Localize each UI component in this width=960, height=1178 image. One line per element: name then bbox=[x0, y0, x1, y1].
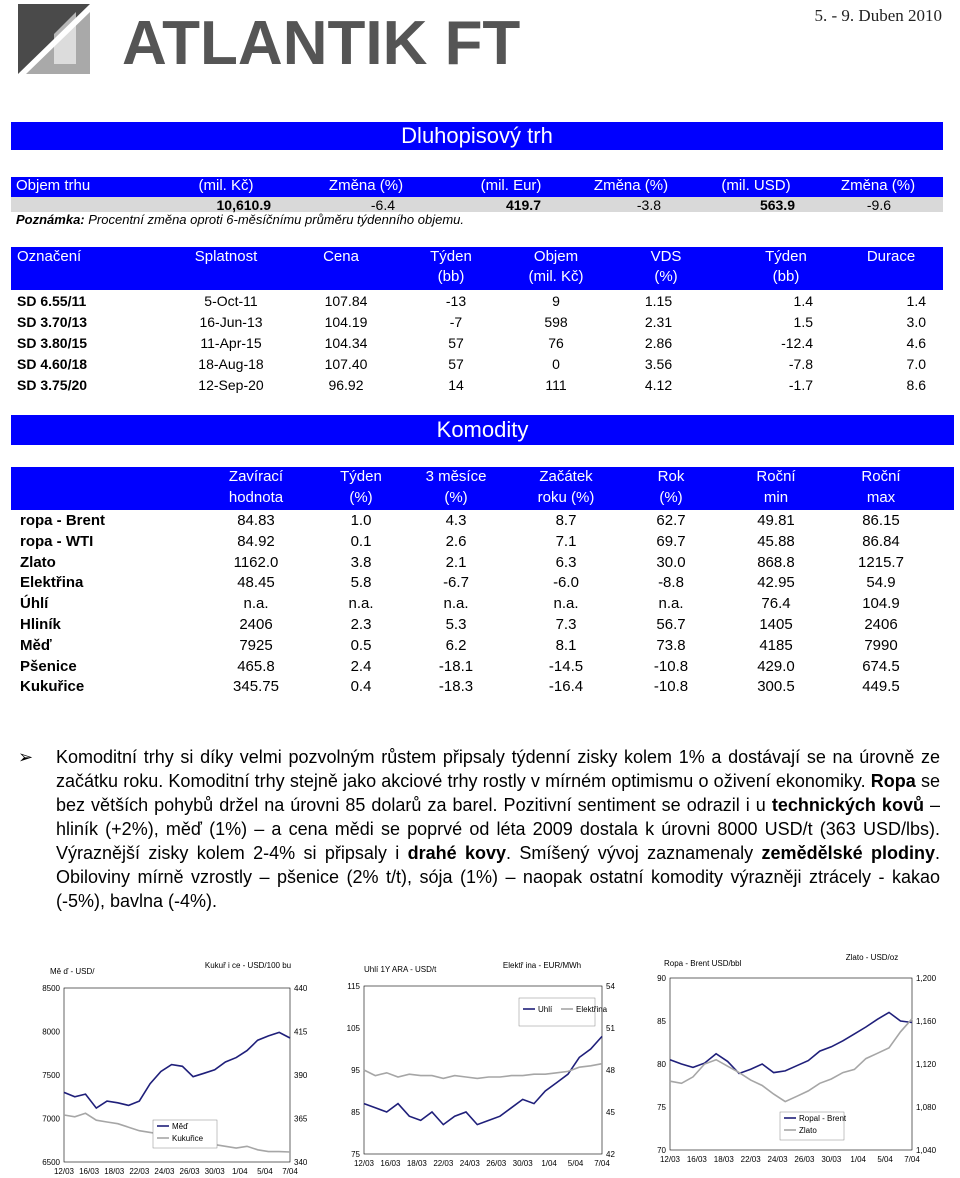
bond-row bbox=[11, 333, 943, 354]
commodity-row bbox=[11, 552, 954, 573]
commodity-col-header-unit: max bbox=[866, 489, 896, 506]
x-tick: 16/03 bbox=[686, 1155, 707, 1164]
commodity-name: Elektřina bbox=[20, 574, 84, 592]
bond-cell: 0 bbox=[552, 356, 560, 372]
bond-col-header-unit: (%) bbox=[654, 268, 678, 285]
bond-col-header: VDS bbox=[650, 248, 682, 265]
x-tick: 5/04 bbox=[257, 1167, 273, 1176]
commodity-cell: 104.9 bbox=[862, 595, 900, 613]
commodity-cell: 0.4 bbox=[350, 678, 372, 696]
y-left-tick: 7500 bbox=[42, 1071, 60, 1080]
commentary-paragraph bbox=[56, 745, 940, 913]
y-left-tick: 8000 bbox=[42, 1027, 60, 1037]
y-left-tick: 75 bbox=[657, 1103, 666, 1112]
y-right-tick: 1,120 bbox=[916, 1060, 937, 1069]
commodity-col-header: Roční bbox=[756, 468, 796, 485]
commodity-col-header-unit: min bbox=[763, 489, 789, 506]
x-tick: 12/03 bbox=[353, 1159, 375, 1168]
commodity-cell: 2.1 bbox=[445, 553, 467, 571]
chart-title-left: Ropa - Brent USD/bbl bbox=[664, 959, 742, 968]
bond-cell: 12-Sep-20 bbox=[198, 377, 264, 393]
y-right-tick: 1,040 bbox=[916, 1146, 937, 1155]
commodity-name: Měď bbox=[20, 636, 52, 654]
commodity-cell: -8.8 bbox=[658, 574, 684, 592]
commodity-col-header: Začátek bbox=[539, 468, 593, 485]
commodity-cell: 8.1 bbox=[555, 636, 577, 654]
bond-cell: -12.4 bbox=[781, 335, 813, 351]
x-tick: 30/03 bbox=[821, 1155, 842, 1164]
commodity-cell: 1.0 bbox=[350, 512, 372, 529]
x-tick: 5/04 bbox=[567, 1159, 584, 1168]
commodity-cell: 48.45 bbox=[237, 574, 275, 592]
bond-col-header: Durace bbox=[866, 248, 916, 265]
commentary-text: . Obiloviny mírně vzrostly – pšenice (2% t/t), sója (1%) – naopak ostatní komodity výrazněji ztrácely - kakao (-5%), bavlna (-4%). bbox=[56, 843, 940, 911]
chart-title-right: Zlato - USD/oz bbox=[845, 953, 899, 962]
chart-title-right: Kukuř i ce - USD/100 bu bbox=[204, 961, 292, 970]
bond-cell: 2.31 bbox=[644, 314, 673, 330]
bond-name: SD 4.60/18 bbox=[17, 356, 88, 372]
y-right-tick: 48 bbox=[606, 1066, 615, 1075]
volume-header-eur: (mil. Eur) bbox=[480, 177, 542, 194]
bond-col-header: Týden bbox=[430, 248, 472, 265]
commodity-col-header-unit: (%) bbox=[444, 489, 468, 506]
commodity-cell: 429.0 bbox=[757, 657, 795, 675]
x-tick: 5/04 bbox=[877, 1155, 893, 1164]
commentary-emphasis: drahé kovy bbox=[407, 843, 507, 863]
bond-cell: 3.0 bbox=[906, 314, 926, 330]
bond-cell: 4.6 bbox=[906, 335, 926, 351]
commentary-text: . Smíšený vývoj zaznamenaly bbox=[506, 843, 762, 863]
y-left-tick: 90 bbox=[657, 974, 666, 983]
legend-label: Kukuřice bbox=[172, 1134, 204, 1143]
commentary-text: – hliník (+2%), měď (1%) – a cena mědi se poprvé od léta 2009 dostala k úrovni 8000 USD/t (363 USD/lbs). Výraznější zisky kolem 2-4% si připsaly i bbox=[56, 795, 940, 863]
bond-name: SD 3.75/20 bbox=[17, 377, 88, 393]
bond-cell: -7 bbox=[449, 314, 463, 330]
commodity-cell: 674.5 bbox=[862, 657, 900, 675]
commodity-cell: 49.81 bbox=[757, 512, 795, 529]
commodity-cell: -6.7 bbox=[443, 574, 469, 592]
bond-name: SD 3.80/15 bbox=[17, 335, 88, 351]
commodity-cell: 1215.7 bbox=[858, 553, 904, 571]
bond-cell: -1.7 bbox=[788, 377, 813, 393]
y-right-tick: 1,160 bbox=[916, 1017, 937, 1026]
volume-eur-change: -3.8 bbox=[636, 197, 661, 213]
bullet-arrow-icon: ➢ bbox=[18, 747, 34, 767]
x-tick: 12/03 bbox=[659, 1155, 681, 1164]
commodity-cell: 4.3 bbox=[445, 512, 467, 529]
x-tick: 18/03 bbox=[713, 1155, 734, 1164]
x-tick: 26/03 bbox=[794, 1155, 815, 1164]
commodity-cell: n.a. bbox=[243, 595, 269, 613]
commentary-emphasis: Ropa bbox=[870, 771, 916, 791]
x-tick: 22/03 bbox=[740, 1155, 761, 1164]
y-left-tick: 85 bbox=[351, 1108, 360, 1117]
volume-header-usd-change: Změna (%) bbox=[840, 177, 916, 194]
volume-note bbox=[16, 212, 464, 227]
commodity-cell: n.a. bbox=[348, 595, 374, 613]
commodity-name: Zlato bbox=[20, 553, 56, 571]
bond-cell: 11-Apr-15 bbox=[200, 335, 262, 351]
bond-col-header: Označení bbox=[17, 248, 82, 265]
commodity-cell: 0.5 bbox=[350, 636, 372, 654]
commodity-cell: 76.4 bbox=[761, 595, 791, 613]
bond-col-header-unit: (mil. Kč) bbox=[528, 268, 584, 285]
y-left-tick: 8500 bbox=[42, 984, 60, 993]
x-tick: 30/03 bbox=[204, 1167, 225, 1176]
commodity-cell: -14.5 bbox=[548, 657, 584, 675]
volume-czk: 10,610.9 bbox=[216, 197, 271, 213]
bond-cell: 3.56 bbox=[644, 356, 673, 372]
y-right-tick: 340 bbox=[294, 1158, 308, 1167]
commodity-row bbox=[11, 593, 954, 614]
commodity-cell: 42.95 bbox=[757, 574, 795, 592]
commodity-row bbox=[11, 510, 954, 531]
commodity-row bbox=[11, 572, 954, 593]
commodity-cell: n.a. bbox=[553, 595, 579, 613]
volume-header-eur-change: Změna (%) bbox=[593, 177, 669, 194]
commodity-col-header: Týden bbox=[340, 468, 382, 485]
commodity-cell: 54.9 bbox=[866, 574, 896, 592]
commodity-cell: 62.7 bbox=[656, 512, 686, 529]
commodity-cell: 4185 bbox=[759, 636, 793, 654]
commodity-section-title: Komodity bbox=[11, 415, 954, 445]
commodity-cell: -18.3 bbox=[438, 678, 474, 696]
commodity-col-header-unit: (%) bbox=[349, 489, 373, 506]
commodity-cell: 300.5 bbox=[757, 678, 795, 696]
bond-section-title: Dluhopisový trh bbox=[11, 122, 943, 150]
commodity-cell: 1405 bbox=[759, 616, 793, 633]
bond-cell: 4.12 bbox=[644, 377, 673, 393]
bond-cell: 1.5 bbox=[793, 314, 813, 330]
y-left-tick: 70 bbox=[657, 1146, 666, 1155]
bond-cell: 107.40 bbox=[324, 356, 368, 372]
commodity-cell: 30.0 bbox=[656, 553, 686, 571]
y-left-tick: 105 bbox=[346, 1024, 360, 1033]
commodity-cell: 73.8 bbox=[656, 636, 686, 654]
volume-czk-change: -6.4 bbox=[370, 197, 395, 213]
bond-cell: 18-Aug-18 bbox=[198, 356, 264, 372]
bond-cell: 57 bbox=[448, 335, 464, 351]
x-tick: 16/03 bbox=[79, 1167, 100, 1176]
bond-row bbox=[11, 312, 943, 333]
bond-cell: 5-Oct-11 bbox=[204, 293, 258, 309]
bond-cell: 8.6 bbox=[906, 377, 926, 393]
commentary-text: se bez větších pohybů držel na úrovni 85 dolarů za barel. Pozitivní sentiment se odrazil i u bbox=[56, 771, 940, 815]
commodity-cell: 84.92 bbox=[237, 532, 275, 550]
bond-cell: 2.86 bbox=[644, 335, 673, 351]
volume-header-czk-change: Změna (%) bbox=[328, 177, 404, 194]
bond-cell: 104.19 bbox=[324, 314, 368, 330]
commodity-name: Úhlí bbox=[20, 595, 49, 613]
x-tick: 12/03 bbox=[53, 1167, 75, 1176]
y-right-tick: 440 bbox=[294, 984, 308, 993]
commodity-cell: 2.4 bbox=[350, 657, 372, 675]
bond-row bbox=[11, 375, 943, 396]
x-tick: 26/03 bbox=[486, 1159, 507, 1168]
bond-cell: 57 bbox=[448, 356, 464, 372]
chart-title-left: Mě ď - USD/ bbox=[50, 967, 95, 976]
commodity-cell: 449.5 bbox=[862, 678, 900, 696]
bond-cell: 96.92 bbox=[328, 377, 364, 393]
bond-cell: 7.0 bbox=[906, 356, 926, 372]
commodity-cell: 2406 bbox=[239, 616, 273, 633]
y-right-tick: 390 bbox=[294, 1071, 308, 1080]
chart-copper-corn bbox=[28, 952, 324, 1178]
bond-row bbox=[11, 354, 943, 375]
bond-name: SD 6.55/11 bbox=[17, 293, 87, 309]
x-tick: 30/03 bbox=[512, 1159, 533, 1168]
y-right-tick: 415 bbox=[294, 1027, 308, 1037]
x-tick: 7/04 bbox=[282, 1167, 298, 1176]
bond-name: SD 3.70/13 bbox=[17, 314, 88, 330]
date-range: 5. - 9. Duben 2010 bbox=[814, 6, 942, 25]
bond-cell: 16-Jun-13 bbox=[199, 314, 263, 330]
commodity-cell: 45.88 bbox=[757, 532, 795, 550]
volume-values-row bbox=[11, 197, 943, 212]
bond-cell: 104.34 bbox=[324, 335, 368, 351]
commodity-cell: n.a. bbox=[658, 595, 684, 613]
legend-label: Uhlí bbox=[538, 1005, 553, 1014]
commodity-cell: -6.0 bbox=[553, 574, 579, 592]
commodity-cell: 5.3 bbox=[445, 616, 467, 633]
y-left-tick: 75 bbox=[351, 1150, 360, 1159]
note-text: Procentní změna oproti 6-měsíčnímu průměru týdenního objemu. bbox=[84, 212, 464, 227]
y-left-tick: 85 bbox=[657, 1017, 666, 1026]
bond-cell: 598 bbox=[544, 314, 568, 330]
commodity-name: Pšenice bbox=[20, 657, 77, 675]
commodity-cell: 86.15 bbox=[862, 512, 900, 529]
x-tick: 1/04 bbox=[850, 1155, 867, 1164]
atlantik-ft-logo bbox=[18, 4, 521, 78]
commodity-cell: 1162.0 bbox=[233, 553, 279, 571]
x-tick: 18/03 bbox=[406, 1159, 427, 1168]
commodity-cell: 7925 bbox=[239, 636, 273, 654]
commodity-name: Hliník bbox=[20, 616, 61, 633]
commodity-cell: 8.7 bbox=[555, 512, 577, 529]
bond-cell: 1.4 bbox=[793, 293, 813, 309]
commodity-cell: 7990 bbox=[864, 636, 898, 654]
commodity-cell: 7.3 bbox=[555, 616, 577, 633]
x-tick: 18/03 bbox=[104, 1167, 125, 1176]
commodity-cell: -10.8 bbox=[653, 678, 689, 696]
x-tick: 16/03 bbox=[380, 1159, 401, 1168]
commodity-name: ropa - WTI bbox=[20, 532, 94, 550]
y-left-tick: 80 bbox=[657, 1060, 666, 1069]
commodity-row bbox=[11, 531, 954, 552]
commodity-cell: 868.8 bbox=[757, 553, 795, 571]
x-tick: 1/04 bbox=[541, 1159, 557, 1168]
y-right-tick: 45 bbox=[606, 1108, 615, 1117]
y-left-tick: 6500 bbox=[42, 1158, 60, 1167]
volume-header-label: Objem trhu bbox=[16, 177, 91, 194]
commodity-name: ropa - Brent bbox=[20, 512, 106, 529]
note-label: Poznámka: bbox=[16, 212, 85, 227]
volume-header-row bbox=[11, 177, 943, 197]
y-right-tick: 1,200 bbox=[916, 974, 937, 983]
x-tick: 22/03 bbox=[433, 1159, 454, 1168]
commodity-cell: 86.84 bbox=[862, 532, 900, 550]
commodity-col-header-unit: (%) bbox=[659, 489, 683, 506]
commodity-col-header: Rok bbox=[657, 468, 685, 485]
commodity-cell: -16.4 bbox=[548, 678, 584, 696]
volume-usd: 563.9 bbox=[759, 197, 795, 213]
y-left-tick: 7000 bbox=[42, 1114, 60, 1124]
x-tick: 7/04 bbox=[594, 1159, 610, 1168]
commodity-cell: 7.1 bbox=[555, 532, 577, 550]
commodity-cell: 56.7 bbox=[656, 616, 686, 633]
commodity-cell: 6.2 bbox=[445, 636, 467, 654]
x-tick: 24/03 bbox=[459, 1159, 480, 1168]
commodity-cell: 465.8 bbox=[237, 657, 275, 675]
commodity-cell: 6.3 bbox=[555, 553, 577, 571]
x-tick: 24/03 bbox=[154, 1167, 175, 1176]
x-tick: 1/04 bbox=[231, 1167, 248, 1176]
bond-cell: 1.15 bbox=[644, 293, 673, 309]
chart-title-left: Uhlí 1Y ARA - USD/t bbox=[364, 965, 437, 974]
commodity-cell: 3.8 bbox=[350, 553, 372, 571]
y-right-tick: 54 bbox=[606, 982, 615, 991]
commodity-cell: 2.3 bbox=[350, 616, 372, 633]
commodity-cell: 84.83 bbox=[237, 512, 275, 529]
commentary-emphasis: technických kovů bbox=[771, 795, 924, 815]
brand-text: ATLANTIK FT bbox=[122, 9, 521, 78]
volume-eur: 419.7 bbox=[505, 197, 541, 213]
commodity-cell: 2406 bbox=[864, 616, 898, 633]
commodity-col-header: Roční bbox=[861, 468, 901, 485]
y-left-tick: 115 bbox=[347, 982, 360, 991]
commodity-cell: -10.8 bbox=[653, 657, 689, 675]
x-tick: 26/03 bbox=[179, 1167, 200, 1176]
chart-title-right: Elektř ina - EUR/MWh bbox=[502, 961, 582, 970]
commodity-table-header bbox=[11, 467, 954, 510]
legend-label: Zlato bbox=[799, 1126, 817, 1135]
y-right-tick: 365 bbox=[294, 1114, 308, 1124]
commodity-cell: 5.8 bbox=[350, 574, 372, 592]
commodity-col-header-unit: hodnota bbox=[228, 489, 284, 506]
commodity-col-header: 3 měsíce bbox=[425, 468, 487, 485]
chart-coal-electricity bbox=[344, 952, 640, 1178]
bond-col-header-unit: (bb) bbox=[772, 268, 800, 285]
bond-cell: 111 bbox=[545, 377, 567, 393]
bond-table-header bbox=[11, 247, 943, 290]
bond-cell: 9 bbox=[552, 293, 560, 309]
commodity-row bbox=[11, 635, 954, 656]
commodity-row bbox=[11, 676, 954, 697]
legend-label: Elektřina bbox=[576, 1005, 608, 1014]
bond-cell: 76 bbox=[548, 335, 564, 351]
y-right-tick: 51 bbox=[606, 1024, 615, 1033]
commodity-row bbox=[11, 656, 954, 677]
bond-col-header: Cena bbox=[323, 248, 359, 265]
legend-label: Měď bbox=[172, 1122, 189, 1131]
commodity-cell: -18.1 bbox=[438, 657, 474, 675]
bond-cell: 1.4 bbox=[906, 293, 926, 309]
x-tick: 22/03 bbox=[129, 1167, 150, 1176]
commentary-emphasis: zemědělské plodiny bbox=[761, 843, 935, 863]
commodity-name: Kukuřice bbox=[20, 678, 85, 696]
volume-header-czk: (mil. Kč) bbox=[198, 177, 254, 194]
y-right-tick: 42 bbox=[606, 1150, 615, 1159]
commodity-cell: 345.75 bbox=[233, 678, 279, 696]
x-tick: 24/03 bbox=[767, 1155, 788, 1164]
bond-col-header: Splatnost bbox=[194, 248, 258, 265]
bond-cell: 107.84 bbox=[324, 293, 368, 309]
commodity-cell: 2.6 bbox=[445, 532, 467, 550]
bond-col-header: Týden bbox=[765, 248, 807, 265]
commodity-cell: 0.1 bbox=[350, 532, 372, 550]
volume-usd-change: -9.6 bbox=[866, 197, 891, 213]
legend-label: Ropal - Brent bbox=[799, 1114, 847, 1123]
bond-col-header: Objem bbox=[533, 248, 579, 265]
commodity-row bbox=[11, 614, 954, 635]
bond-cell: 14 bbox=[448, 377, 464, 393]
commodity-cell: 69.7 bbox=[656, 532, 686, 550]
bond-col-header-unit: (bb) bbox=[437, 268, 465, 285]
x-tick: 7/04 bbox=[904, 1155, 920, 1164]
commodity-col-header-unit: roku (%) bbox=[537, 489, 595, 506]
bond-cell: -7.8 bbox=[788, 356, 813, 372]
commodity-cell: n.a. bbox=[443, 595, 469, 613]
y-right-tick: 1,080 bbox=[916, 1103, 937, 1112]
bond-row bbox=[11, 291, 943, 312]
bond-cell: -13 bbox=[445, 293, 467, 309]
y-left-tick: 95 bbox=[351, 1066, 360, 1075]
commodity-col-header: Zavírací bbox=[228, 468, 284, 485]
volume-header-usd: (mil. USD) bbox=[721, 177, 791, 194]
chart-brent-gold bbox=[646, 952, 946, 1178]
commentary-text: Komoditní trhy si díky velmi pozvolným růstem připsaly týdenní zisky kolem 1% a dostávají se na úrovně ze začátku roku. Komoditní trhy stejně jako akciové trhy rostly v mírném optimismu o oživení ekonomiky. bbox=[56, 747, 940, 791]
